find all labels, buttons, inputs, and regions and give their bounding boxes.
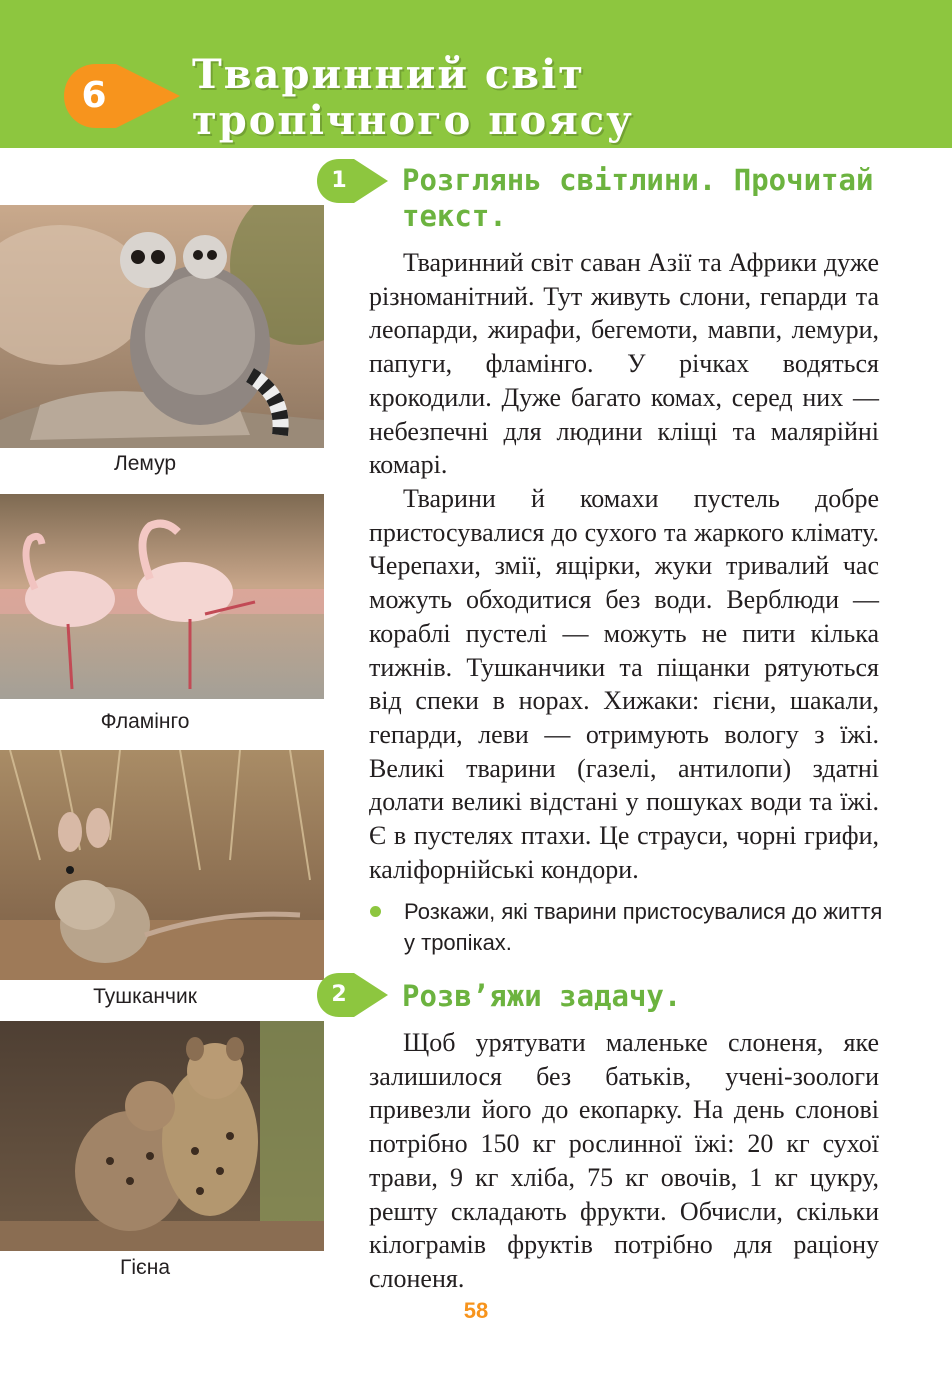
flamingo-photo — [0, 494, 324, 699]
page-number: 58 — [463, 1298, 489, 1323]
jerboa-caption: Тушканчик — [93, 985, 197, 1008]
lesson-badge — [62, 62, 182, 130]
hyena-caption: Гієна — [119, 1256, 171, 1279]
task2-paragraph: Щоб урятувати маленьке слоненя, яке залишилося без батьків, учені-зоологи привезли його до екопарку. На день слонові потрібно 150 кг рослинної їжі: 20 кг сухої трави, 9 кг хліба, 75 кг овочів, 1 кг цукру, решту складають фрукти. Обчисли, скільки кілограмів фруктів потрібно для раціону слоненя. — [369, 1028, 879, 1293]
lesson-number: 6 — [81, 75, 107, 116]
task1-heading — [402, 162, 873, 234]
task1-bullet-text: Розкажи, які тварини пристосувалися до життя у тропіках. — [404, 899, 883, 955]
task2-marker — [316, 972, 390, 1018]
task2-heading: Розв’яжи задачу. — [402, 979, 682, 1013]
jerboa-photo — [0, 750, 324, 980]
task1-paragraph1: Тваринний світ саван Азії та Африки дуже різноманітний. Тут живуть слони, гепарди та леопарди, жирафи, бегемоти, мавпи, лемури, папуги, фламінго. У річках водяться крокодили. Дуже багато комах, серед них — небезпечні для людини кліщі та малярійні комарі. — [369, 248, 879, 480]
lesson-title-line1: Тваринний світ — [192, 51, 586, 98]
lesson-title-line2: тропічного поясу — [192, 97, 634, 144]
flamingo-caption: Фламінго — [100, 710, 190, 733]
hyena-photo — [0, 1021, 324, 1251]
lesson-title — [192, 52, 634, 144]
task1-heading-line1: Розглянь світлини. Прочитай — [402, 163, 874, 197]
bullet-dot-icon — [370, 906, 381, 917]
task1-paragraph2: Тварини й комахи пустель добре пристосувалися до сухого та жаркого клімату. Черепахи, змії, ящірки, жуки тривалий час можуть обходитися без води. Верблюди — кораблі пустелі — можуть не пити кілька тижнів. Тушканчики та піщанки рятуються від спеки в норах. Хижаки: гієни, шакали, гепарди, леви — отримують вологу з їжі. Великі тварини (газелі, антилопи) здатні долати великі відстані у пошуках води та їжі. Є в пустелях птахи. Це страуси, чорні грифи, каліфорнійські кондори. — [369, 484, 879, 884]
task1-number: 1 — [331, 168, 347, 193]
task1-marker — [316, 158, 390, 204]
task1-heading-line2: текст. — [402, 199, 507, 233]
lemur-photo — [0, 205, 324, 448]
lemur-caption: Лемур — [113, 452, 177, 475]
task2-number: 2 — [331, 982, 347, 1007]
